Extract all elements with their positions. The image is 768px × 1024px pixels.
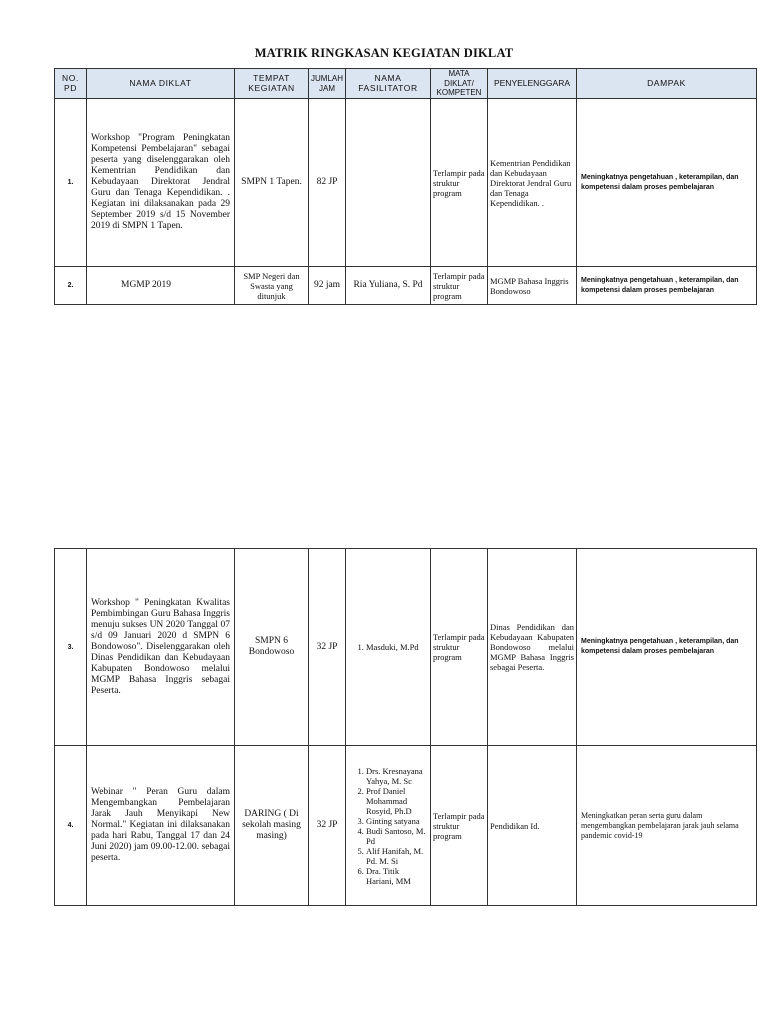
jam-cell: 82 JP	[309, 99, 346, 267]
header-no: NO. PD	[55, 69, 87, 99]
mata-diklat-cell: Terlampir pada struktur program	[431, 99, 488, 267]
header-tempat-kegiatan: TEMPAT KEGIATAN	[235, 69, 309, 99]
table-row	[55, 99, 757, 267]
nama-diklat-cell: Workshop " Peningkatan Kwalitas Pembimbingan Guru Bahasa Inggris menuju sukses UN 2020 Tanggal 07 s/d 09 Januari 2020 d SMPN 6 Bondowoso". Diselenggarakan oleh Dinas Pendidikan dan Kebudayaan Kabupaten Bondowoso melalui MGMP Bahasa Inggris sebagai Peserta.	[87, 549, 235, 746]
table-header-row	[55, 69, 757, 99]
tempat-cell: SMP Negeri dan Swasta yang ditunjuk	[235, 267, 309, 305]
row-number: 2.	[55, 267, 87, 305]
jam-cell: 92 jam	[309, 267, 346, 305]
tempat-cell: SMPN 1 Tapen.	[235, 99, 309, 267]
dampak-cell: Meningkatkan peran serta guru dalam mengembangkan pembelajaran jarak jauh selama pandemic covid-19	[577, 746, 757, 906]
diklat-table-page-2	[54, 548, 757, 906]
header-nama-fasilitator: NAMA FASILITATOR	[346, 69, 431, 99]
tempat-cell: DARING ( Di sekolah masing masing)	[235, 746, 309, 906]
row-number: 4.	[55, 746, 87, 906]
dampak-cell: Meningkatnya pengetahuan , keterampilan, dan kompetensi dalam proses pembelajaran	[577, 267, 757, 305]
mata-diklat-cell: Terlampir pada struktur program	[431, 746, 488, 906]
penyelenggara-cell: Pendidikan Id.	[488, 746, 577, 906]
table-row	[55, 267, 757, 305]
header-penyelenggara: PENYELENGGARA	[488, 69, 577, 99]
tempat-cell: SMPN 6 Bondowoso	[235, 549, 309, 746]
header-mata-diklat: MATA DIKLAT/ KOMPETEN	[431, 69, 488, 99]
fasilitator-item: 5. Alif Hanifah, M. Pd. M. Si	[366, 846, 428, 866]
penyelenggara-cell: Kementrian Pendidikan dan Kebudayaan Direktorat Jendral Guru dan Tenaga Kependidikan. .	[488, 99, 577, 267]
nama-diklat-cell: MGMP 2019	[87, 267, 235, 305]
jam-cell: 32 JP	[309, 746, 346, 906]
fasilitator-cell	[346, 746, 431, 906]
diklat-table-page-1	[54, 68, 757, 305]
fasilitator-cell: Ria Yuliana, S. Pd	[346, 267, 431, 305]
fasilitator-cell	[346, 99, 431, 267]
dampak-cell: Meningkatnya pengetahuan , keterampilan, dan kompetensi dalam proses pembelajaran	[577, 99, 757, 267]
nama-diklat-cell: Workshop "Program Peningkatan Kompetensi Pembelajaran" sebagai peserta yang diselenggarakan oleh Kementrian Pendidikan dan Kebudayaan Direktorat Jendral Guru dan Tenaga Kependidikan. . Kegiatan ini dilaksanakan pada 29 September 2019 s/d 15 November 2019 di SMPN 1 Tapen.	[87, 99, 235, 267]
nama-diklat-cell: Webinar " Peran Guru dalam Mengembangkan Pembelajaran Jarak Jauh Menyikapi New Normal." Kegiatan ini dilaksanakan pada hari Rabu, Tanggal 17 dan 24 Juni 2020) jam 09.00-12.00. sebagai peserta.	[87, 746, 235, 906]
penyelenggara-cell: Dinas Pendidikan dan Kebudayaan Kabupaten Bondowoso melalui MGMP Bahasa Inggris sebagai Peserta.	[488, 549, 577, 746]
fasilitator-list	[348, 766, 428, 886]
header-nama-diklat: NAMA DIKLAT	[87, 69, 235, 99]
jam-cell: 32 JP	[309, 549, 346, 746]
fasilitator-item: 3. Ginting satyana	[366, 816, 428, 826]
fasilitator-item: 2. Prof Daniel Mohammad Rosyid, Ph.D	[366, 786, 428, 816]
fasilitator-item: 1. Drs. Kresnayana Yahya, M. Sc	[366, 766, 428, 786]
header-dampak: DAMPAK	[577, 69, 757, 99]
fasilitator-item: 6. Dra. Titik Hariani, MM	[366, 866, 428, 886]
table-row	[55, 746, 757, 906]
fasilitator-cell	[346, 549, 431, 746]
header-jumlah-jam: JUMLAH JAM	[309, 69, 346, 99]
mata-diklat-cell: Terlampir pada struktur program	[431, 549, 488, 746]
table-row	[55, 549, 757, 746]
row-number: 3.	[55, 549, 87, 746]
fasilitator-item: 4. Budi Santoso, M. Pd	[366, 826, 428, 846]
fasilitator-list	[348, 642, 428, 652]
penyelenggara-cell: MGMP Bahasa Inggris Bondowoso	[488, 267, 577, 305]
mata-diklat-cell: Terlampir pada struktur program	[431, 267, 488, 305]
row-number: 1.	[55, 99, 87, 267]
fasilitator-item: 1. Masduki, M.Pd	[366, 642, 428, 652]
page-title: MATRIK RINGKASAN KEGIATAN DIKLAT	[254, 46, 514, 60]
dampak-cell: Meningkatnya pengetahuan , keterampilan, dan kompetensi dalam proses pembelajaran	[577, 549, 757, 746]
